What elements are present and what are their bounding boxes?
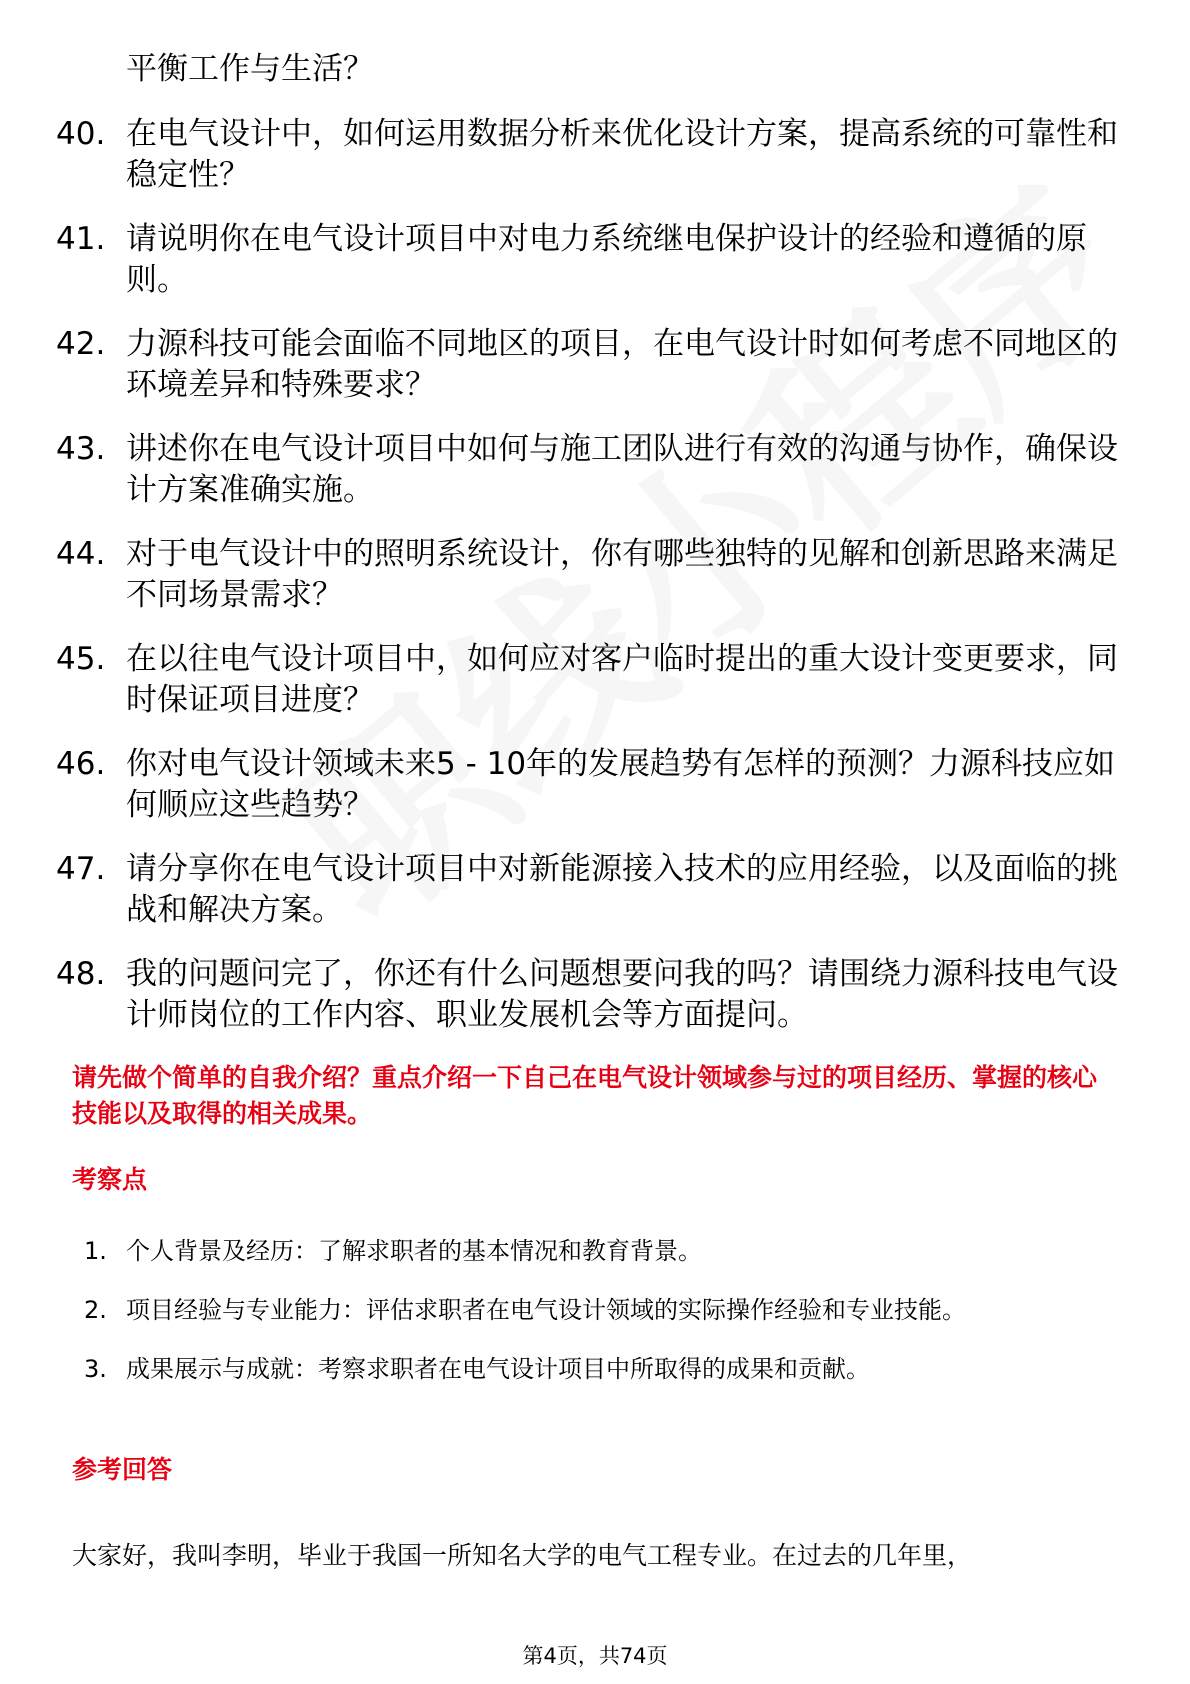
question-number: 43. [56, 431, 106, 467]
question-number: 40. [56, 116, 106, 152]
question-number: 45. [56, 641, 106, 677]
reference-title: 参考回答 [72, 1455, 173, 1484]
question-text: 力源科技可能会面临不同地区的项目，在电气设计时如何考虑不同地区的环境差异和特殊要求？ [126, 326, 1118, 403]
question-text: 讲述你在电气设计项目中如何与施工团队进行有效的沟通与协作，确保设计方案准确实施。 [126, 431, 1118, 508]
question-text: 请分享你在电气设计项目中对新能源接入技术的应用经验，以及面临的挑战和解决方案。 [126, 851, 1118, 928]
assessment-point [84, 1346, 1094, 1393]
question-number: 46. [56, 746, 106, 782]
point-number: 3. [84, 1355, 107, 1383]
question-text: 你对电气设计领域未来5 - 10年的发展趋势有怎样的预测？力源科技应如何顺应这些趋势？ [126, 746, 1116, 823]
question-number: 41. [56, 221, 106, 257]
question-item [56, 114, 1136, 196]
question-continuation: 平衡工作与生活？ [126, 51, 374, 87]
question-item [56, 534, 1136, 616]
assessment-point [84, 1287, 1094, 1334]
question-text: 请说明你在电气设计项目中对电力系统继电保护设计的经验和遵循的原则。 [126, 221, 1087, 298]
highlight-question: 请先做个简单的自我介绍？重点介绍一下自己在电气设计领域参与过的项目经历、掌握的核心技能以及取得的相关成果。 [72, 1063, 1098, 1128]
question-text: 在以往电气设计项目中，如何应对客户临时提出的重大设计变更要求，同时保证项目进度？ [126, 641, 1118, 718]
question-text: 对于电气设计中的照明系统设计，你有哪些独特的见解和创新思路来满足不同场景需求？ [126, 536, 1118, 613]
question-item [56, 219, 1136, 301]
question-item [56, 849, 1136, 931]
question-item [56, 744, 1136, 826]
point-text: 项目经验与专业能力：评估求职者在电气设计领域的实际操作经验和专业技能。 [126, 1296, 966, 1324]
point-number: 2. [84, 1296, 107, 1324]
reference-answer: 大家好，我叫李明，毕业于我国一所知名大学的电气工程专业。在过去的几年里， [72, 1541, 973, 1570]
question-number: 44. [56, 536, 106, 572]
question-text: 我的问题问完了，你还有什么问题想要问我的吗？请围绕力源科技电气设计师岗位的工作内容、职业发展机会等方面提问。 [126, 956, 1118, 1033]
question-item [56, 954, 1136, 1036]
question-number: 48. [56, 956, 106, 992]
assessment-point [84, 1228, 1094, 1275]
assessment-points [84, 1228, 1094, 1405]
question-item [56, 324, 1136, 406]
assessment-title: 考察点 [72, 1165, 148, 1194]
point-text: 成果展示与成就：考察求职者在电气设计项目中所取得的成果和贡献。 [126, 1355, 870, 1383]
point-number: 1. [84, 1237, 107, 1265]
question-number: 47. [56, 851, 106, 887]
point-text: 个人背景及经历：了解求职者的基本情况和教育背景。 [126, 1237, 702, 1265]
question-text: 在电气设计中，如何运用数据分析来优化设计方案，提高系统的可靠性和稳定性？ [126, 116, 1118, 193]
question-number: 42. [56, 326, 106, 362]
question-list [56, 114, 1136, 1059]
question-item [56, 429, 1136, 511]
question-item [56, 639, 1136, 721]
page-footer: 第4页，共74页 [522, 1644, 668, 1668]
